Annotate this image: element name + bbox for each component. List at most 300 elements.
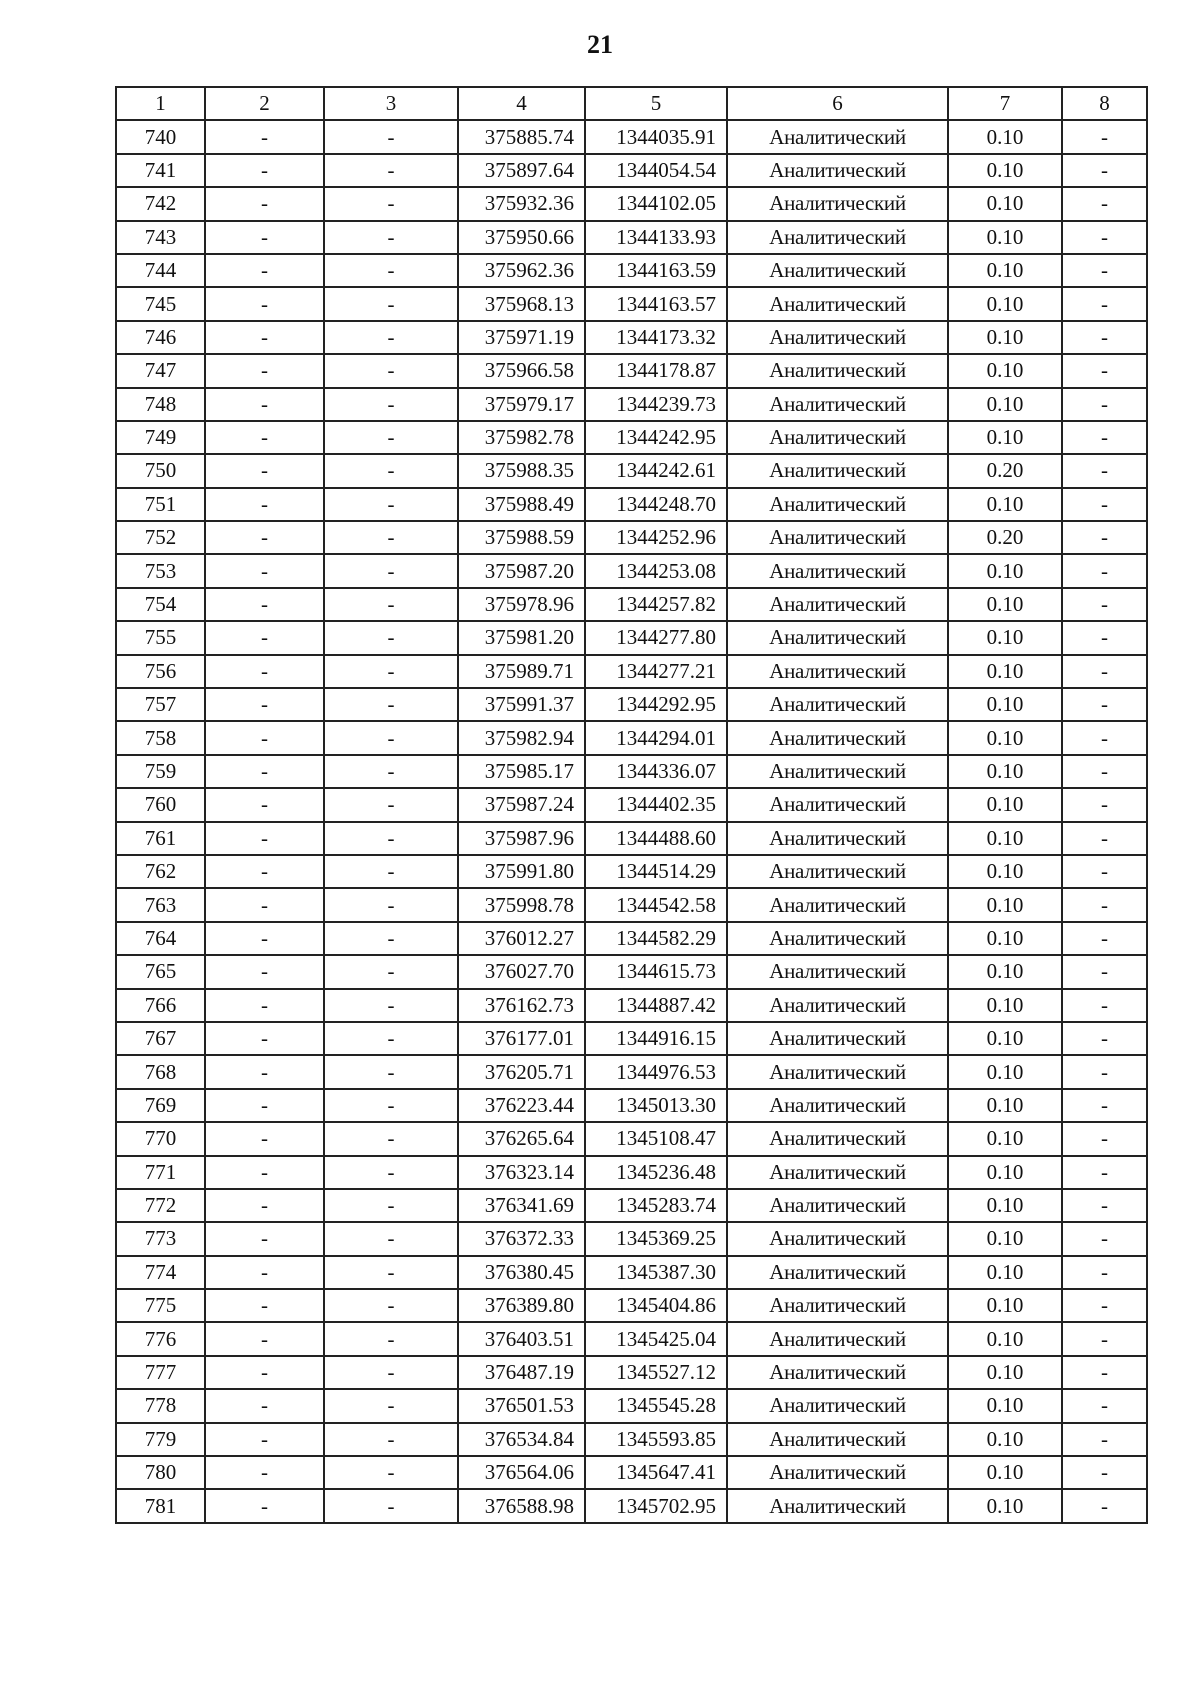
table-row bbox=[116, 454, 1147, 487]
table-cell-col-3: - bbox=[324, 1055, 458, 1088]
table-cell-col-5: 1344242.95 bbox=[585, 421, 727, 454]
table-cell-col-8: - bbox=[1062, 1156, 1147, 1189]
table-cell-col-5: 1344336.07 bbox=[585, 755, 727, 788]
table-cell-col-4: 376205.71 bbox=[458, 1055, 585, 1088]
table-cell-col-8: - bbox=[1062, 1456, 1147, 1489]
column-header-3: 3 bbox=[324, 87, 458, 120]
table-cell-col-4: 375950.66 bbox=[458, 221, 585, 254]
table-row bbox=[116, 688, 1147, 721]
table-cell-col-5: 1345369.25 bbox=[585, 1222, 727, 1255]
table-cell-col-6: Аналитический bbox=[727, 154, 948, 187]
table-cell-col-1: 758 bbox=[116, 721, 205, 754]
table-cell-col-1: 779 bbox=[116, 1423, 205, 1456]
table-cell-col-1: 746 bbox=[116, 321, 205, 354]
table-cell-col-7: 0.10 bbox=[948, 1222, 1062, 1255]
table-cell-col-7: 0.10 bbox=[948, 855, 1062, 888]
table-cell-col-1: 747 bbox=[116, 354, 205, 387]
table-cell-col-6: Аналитический bbox=[727, 855, 948, 888]
table-cell-col-7: 0.10 bbox=[948, 1456, 1062, 1489]
table-cell-col-1: 781 bbox=[116, 1489, 205, 1522]
table-row bbox=[116, 1356, 1147, 1389]
table-cell-col-2: - bbox=[205, 721, 324, 754]
table-cell-col-2: - bbox=[205, 1456, 324, 1489]
table-cell-col-5: 1345593.85 bbox=[585, 1423, 727, 1456]
table-cell-col-4: 376223.44 bbox=[458, 1089, 585, 1122]
table-cell-col-2: - bbox=[205, 488, 324, 521]
table-row bbox=[116, 1189, 1147, 1222]
table-cell-col-2: - bbox=[205, 822, 324, 855]
table-cell-col-5: 1344582.29 bbox=[585, 922, 727, 955]
table-cell-col-1: 755 bbox=[116, 621, 205, 654]
table-cell-col-5: 1344402.35 bbox=[585, 788, 727, 821]
table-cell-col-1: 768 bbox=[116, 1055, 205, 1088]
table-cell-col-8: - bbox=[1062, 1055, 1147, 1088]
table-cell-col-5: 1344173.32 bbox=[585, 321, 727, 354]
table-cell-col-7: 0.10 bbox=[948, 1489, 1062, 1522]
table-cell-col-8: - bbox=[1062, 421, 1147, 454]
table-row bbox=[116, 1489, 1147, 1522]
table-cell-col-6: Аналитический bbox=[727, 1456, 948, 1489]
table-cell-col-8: - bbox=[1062, 521, 1147, 554]
coordinates-table bbox=[115, 86, 1148, 1524]
table-cell-col-4: 375962.36 bbox=[458, 254, 585, 287]
table-cell-col-7: 0.20 bbox=[948, 454, 1062, 487]
table-cell-col-3: - bbox=[324, 1122, 458, 1155]
table-cell-col-2: - bbox=[205, 1256, 324, 1289]
table-cell-col-6: Аналитический bbox=[727, 955, 948, 988]
table-cell-col-3: - bbox=[324, 1089, 458, 1122]
table-row bbox=[116, 755, 1147, 788]
table-cell-col-7: 0.10 bbox=[948, 1156, 1062, 1189]
table-cell-col-8: - bbox=[1062, 1389, 1147, 1422]
table-cell-col-3: - bbox=[324, 755, 458, 788]
table-cell-col-5: 1345283.74 bbox=[585, 1189, 727, 1222]
table-cell-col-8: - bbox=[1062, 655, 1147, 688]
table-cell-col-1: 764 bbox=[116, 922, 205, 955]
table-cell-col-8: - bbox=[1062, 388, 1147, 421]
table-cell-col-4: 375968.13 bbox=[458, 287, 585, 320]
table-cell-col-4: 375987.96 bbox=[458, 822, 585, 855]
table-row bbox=[116, 120, 1147, 153]
table-row bbox=[116, 1122, 1147, 1155]
table-cell-col-5: 1344035.91 bbox=[585, 120, 727, 153]
table-cell-col-5: 1345387.30 bbox=[585, 1256, 727, 1289]
table-cell-col-8: - bbox=[1062, 321, 1147, 354]
table-cell-col-5: 1344178.87 bbox=[585, 354, 727, 387]
table-cell-col-4: 376177.01 bbox=[458, 1022, 585, 1055]
table-row bbox=[116, 1289, 1147, 1322]
table-cell-col-2: - bbox=[205, 321, 324, 354]
table-cell-col-5: 1344488.60 bbox=[585, 822, 727, 855]
table-cell-col-2: - bbox=[205, 388, 324, 421]
table-cell-col-4: 375982.94 bbox=[458, 721, 585, 754]
table-cell-col-6: Аналитический bbox=[727, 688, 948, 721]
table-cell-col-3: - bbox=[324, 154, 458, 187]
table-cell-col-7: 0.10 bbox=[948, 955, 1062, 988]
table-cell-col-7: 0.10 bbox=[948, 1256, 1062, 1289]
table-cell-col-5: 1344163.59 bbox=[585, 254, 727, 287]
table-cell-col-4: 376487.19 bbox=[458, 1356, 585, 1389]
table-cell-col-3: - bbox=[324, 488, 458, 521]
table-cell-col-5: 1345404.86 bbox=[585, 1289, 727, 1322]
table-cell-col-5: 1344976.53 bbox=[585, 1055, 727, 1088]
table-cell-col-2: - bbox=[205, 554, 324, 587]
table-cell-col-5: 1345425.04 bbox=[585, 1322, 727, 1355]
table-cell-col-8: - bbox=[1062, 755, 1147, 788]
table-cell-col-7: 0.10 bbox=[948, 621, 1062, 654]
table-cell-col-2: - bbox=[205, 1489, 324, 1522]
table-cell-col-8: - bbox=[1062, 187, 1147, 220]
table-cell-col-5: 1344277.80 bbox=[585, 621, 727, 654]
table-row bbox=[116, 989, 1147, 1022]
table-cell-col-3: - bbox=[324, 388, 458, 421]
table-cell-col-4: 375989.71 bbox=[458, 655, 585, 688]
table-cell-col-7: 0.10 bbox=[948, 688, 1062, 721]
table-cell-col-7: 0.10 bbox=[948, 120, 1062, 153]
table-cell-col-4: 376265.64 bbox=[458, 1122, 585, 1155]
table-row bbox=[116, 888, 1147, 921]
table-cell-col-8: - bbox=[1062, 1256, 1147, 1289]
column-header-6: 6 bbox=[727, 87, 948, 120]
table-cell-col-5: 1345527.12 bbox=[585, 1356, 727, 1389]
table-cell-col-8: - bbox=[1062, 1122, 1147, 1155]
table-cell-col-7: 0.10 bbox=[948, 1356, 1062, 1389]
table-cell-col-1: 775 bbox=[116, 1289, 205, 1322]
table-cell-col-6: Аналитический bbox=[727, 354, 948, 387]
table-cell-col-8: - bbox=[1062, 354, 1147, 387]
table-cell-col-1: 777 bbox=[116, 1356, 205, 1389]
table-cell-col-6: Аналитический bbox=[727, 655, 948, 688]
table-cell-col-5: 1345545.28 bbox=[585, 1389, 727, 1422]
table-cell-col-4: 375885.74 bbox=[458, 120, 585, 153]
table-cell-col-5: 1344252.96 bbox=[585, 521, 727, 554]
table-cell-col-4: 376012.27 bbox=[458, 922, 585, 955]
table-cell-col-8: - bbox=[1062, 221, 1147, 254]
table-cell-col-1: 769 bbox=[116, 1089, 205, 1122]
table-cell-col-7: 0.10 bbox=[948, 388, 1062, 421]
table-cell-col-7: 0.10 bbox=[948, 1022, 1062, 1055]
table-cell-col-8: - bbox=[1062, 1289, 1147, 1322]
table-cell-col-6: Аналитический bbox=[727, 421, 948, 454]
table-cell-col-3: - bbox=[324, 888, 458, 921]
table-cell-col-8: - bbox=[1062, 855, 1147, 888]
table-cell-col-5: 1344253.08 bbox=[585, 554, 727, 587]
table-cell-col-2: - bbox=[205, 287, 324, 320]
table-cell-col-3: - bbox=[324, 989, 458, 1022]
table-cell-col-4: 375932.36 bbox=[458, 187, 585, 220]
table-cell-col-4: 375987.24 bbox=[458, 788, 585, 821]
table-cell-col-2: - bbox=[205, 1189, 324, 1222]
table-cell-col-7: 0.10 bbox=[948, 1122, 1062, 1155]
table-cell-col-1: 748 bbox=[116, 388, 205, 421]
table-cell-col-3: - bbox=[324, 1456, 458, 1489]
table-cell-col-7: 0.10 bbox=[948, 488, 1062, 521]
table-cell-col-1: 749 bbox=[116, 421, 205, 454]
table-cell-col-2: - bbox=[205, 1156, 324, 1189]
table-cell-col-8: - bbox=[1062, 922, 1147, 955]
table-cell-col-3: - bbox=[324, 554, 458, 587]
table-cell-col-3: - bbox=[324, 1189, 458, 1222]
table-cell-col-3: - bbox=[324, 187, 458, 220]
table-cell-col-2: - bbox=[205, 254, 324, 287]
table-row bbox=[116, 221, 1147, 254]
table-cell-col-6: Аналитический bbox=[727, 888, 948, 921]
table-cell-col-7: 0.10 bbox=[948, 187, 1062, 220]
table-cell-col-2: - bbox=[205, 1089, 324, 1122]
table-cell-col-8: - bbox=[1062, 1089, 1147, 1122]
table-cell-col-5: 1344239.73 bbox=[585, 388, 727, 421]
table-cell-col-6: Аналитический bbox=[727, 788, 948, 821]
table-cell-col-6: Аналитический bbox=[727, 1156, 948, 1189]
table-cell-col-1: 778 bbox=[116, 1389, 205, 1422]
table-cell-col-3: - bbox=[324, 721, 458, 754]
table-row bbox=[116, 254, 1147, 287]
column-header-5: 5 bbox=[585, 87, 727, 120]
table-cell-col-6: Аналитический bbox=[727, 755, 948, 788]
table-cell-col-8: - bbox=[1062, 1489, 1147, 1522]
table-row bbox=[116, 554, 1147, 587]
table-cell-col-7: 0.20 bbox=[948, 521, 1062, 554]
table-cell-col-7: 0.10 bbox=[948, 1089, 1062, 1122]
table-cell-col-1: 772 bbox=[116, 1189, 205, 1222]
table-cell-col-3: - bbox=[324, 588, 458, 621]
table-cell-col-6: Аналитический bbox=[727, 1289, 948, 1322]
table-cell-col-2: - bbox=[205, 1289, 324, 1322]
table-row bbox=[116, 1456, 1147, 1489]
table-cell-col-5: 1344242.61 bbox=[585, 454, 727, 487]
table-cell-col-6: Аналитический bbox=[727, 989, 948, 1022]
table-cell-col-8: - bbox=[1062, 1322, 1147, 1355]
table-cell-col-2: - bbox=[205, 354, 324, 387]
table-cell-col-6: Аналитический bbox=[727, 1356, 948, 1389]
table-cell-col-1: 763 bbox=[116, 888, 205, 921]
table-row bbox=[116, 922, 1147, 955]
table-cell-col-1: 766 bbox=[116, 989, 205, 1022]
table-cell-col-8: - bbox=[1062, 955, 1147, 988]
table-cell-col-6: Аналитический bbox=[727, 488, 948, 521]
table-row bbox=[116, 621, 1147, 654]
table-cell-col-8: - bbox=[1062, 454, 1147, 487]
table-row bbox=[116, 421, 1147, 454]
table-cell-col-5: 1344257.82 bbox=[585, 588, 727, 621]
table-cell-col-8: - bbox=[1062, 1189, 1147, 1222]
table-cell-col-1: 745 bbox=[116, 287, 205, 320]
table-cell-col-3: - bbox=[324, 321, 458, 354]
table-cell-col-3: - bbox=[324, 1256, 458, 1289]
table-cell-col-6: Аналитический bbox=[727, 521, 948, 554]
table-cell-col-4: 376501.53 bbox=[458, 1389, 585, 1422]
table-cell-col-6: Аналитический bbox=[727, 1489, 948, 1522]
table-row bbox=[116, 1322, 1147, 1355]
table-cell-col-7: 0.10 bbox=[948, 421, 1062, 454]
table-row bbox=[116, 1389, 1147, 1422]
table-cell-col-3: - bbox=[324, 1289, 458, 1322]
table-cell-col-7: 0.10 bbox=[948, 788, 1062, 821]
table-row bbox=[116, 521, 1147, 554]
table-cell-col-4: 376323.14 bbox=[458, 1156, 585, 1189]
table-cell-col-7: 0.10 bbox=[948, 1189, 1062, 1222]
table-cell-col-3: - bbox=[324, 287, 458, 320]
table-cell-col-2: - bbox=[205, 588, 324, 621]
table-cell-col-6: Аналитический bbox=[727, 187, 948, 220]
table-cell-col-2: - bbox=[205, 1122, 324, 1155]
table-cell-col-3: - bbox=[324, 955, 458, 988]
table-row bbox=[116, 287, 1147, 320]
table-cell-col-5: 1344615.73 bbox=[585, 955, 727, 988]
table-row bbox=[116, 1423, 1147, 1456]
column-header-4: 4 bbox=[458, 87, 585, 120]
table-cell-col-5: 1344542.58 bbox=[585, 888, 727, 921]
table-cell-col-6: Аналитический bbox=[727, 1089, 948, 1122]
table-row bbox=[116, 588, 1147, 621]
table-cell-col-4: 375897.64 bbox=[458, 154, 585, 187]
table-row bbox=[116, 354, 1147, 387]
table-cell-col-6: Аналитический bbox=[727, 822, 948, 855]
table-cell-col-4: 375966.58 bbox=[458, 354, 585, 387]
table-cell-col-7: 0.10 bbox=[948, 1322, 1062, 1355]
table-cell-col-7: 0.10 bbox=[948, 588, 1062, 621]
table-cell-col-3: - bbox=[324, 788, 458, 821]
table-cell-col-4: 376588.98 bbox=[458, 1489, 585, 1522]
table-cell-col-6: Аналитический bbox=[727, 621, 948, 654]
column-header-2: 2 bbox=[205, 87, 324, 120]
table-cell-col-1: 767 bbox=[116, 1022, 205, 1055]
table-cell-col-5: 1344292.95 bbox=[585, 688, 727, 721]
table-cell-col-1: 753 bbox=[116, 554, 205, 587]
table-cell-col-1: 744 bbox=[116, 254, 205, 287]
table-cell-col-7: 0.10 bbox=[948, 354, 1062, 387]
table-cell-col-3: - bbox=[324, 855, 458, 888]
table-cell-col-8: - bbox=[1062, 1423, 1147, 1456]
table-cell-col-5: 1344916.15 bbox=[585, 1022, 727, 1055]
table-cell-col-1: 765 bbox=[116, 955, 205, 988]
table-cell-col-3: - bbox=[324, 1322, 458, 1355]
table-cell-col-5: 1344102.05 bbox=[585, 187, 727, 220]
table-cell-col-2: - bbox=[205, 688, 324, 721]
table-cell-col-2: - bbox=[205, 221, 324, 254]
table-cell-col-2: - bbox=[205, 120, 324, 153]
table-cell-col-2: - bbox=[205, 421, 324, 454]
table-cell-col-8: - bbox=[1062, 120, 1147, 153]
table-cell-col-4: 375991.37 bbox=[458, 688, 585, 721]
table-cell-col-5: 1345647.41 bbox=[585, 1456, 727, 1489]
table-row bbox=[116, 955, 1147, 988]
table-cell-col-1: 759 bbox=[116, 755, 205, 788]
table-cell-col-5: 1344514.29 bbox=[585, 855, 727, 888]
table-cell-col-6: Аналитический bbox=[727, 321, 948, 354]
table-row bbox=[116, 1055, 1147, 1088]
table-cell-col-8: - bbox=[1062, 154, 1147, 187]
table-cell-col-6: Аналитический bbox=[727, 1055, 948, 1088]
table-cell-col-7: 0.10 bbox=[948, 655, 1062, 688]
table-cell-col-5: 1344248.70 bbox=[585, 488, 727, 521]
table-cell-col-6: Аналитический bbox=[727, 1122, 948, 1155]
table-cell-col-2: - bbox=[205, 1423, 324, 1456]
table-cell-col-3: - bbox=[324, 221, 458, 254]
table-cell-col-4: 375979.17 bbox=[458, 388, 585, 421]
table-cell-col-1: 751 bbox=[116, 488, 205, 521]
table-cell-col-8: - bbox=[1062, 287, 1147, 320]
table-cell-col-1: 770 bbox=[116, 1122, 205, 1155]
table-cell-col-4: 376389.80 bbox=[458, 1289, 585, 1322]
table-cell-col-4: 375981.20 bbox=[458, 621, 585, 654]
table-cell-col-5: 1344163.57 bbox=[585, 287, 727, 320]
table-cell-col-4: 375982.78 bbox=[458, 421, 585, 454]
table-cell-col-2: - bbox=[205, 955, 324, 988]
table-cell-col-3: - bbox=[324, 521, 458, 554]
table-cell-col-7: 0.10 bbox=[948, 721, 1062, 754]
table-cell-col-3: - bbox=[324, 621, 458, 654]
table-cell-col-5: 1344277.21 bbox=[585, 655, 727, 688]
table-cell-col-3: - bbox=[324, 1489, 458, 1522]
table-cell-col-8: - bbox=[1062, 1222, 1147, 1255]
table-cell-col-6: Аналитический bbox=[727, 1423, 948, 1456]
table-cell-col-6: Аналитический bbox=[727, 254, 948, 287]
table-cell-col-4: 376403.51 bbox=[458, 1322, 585, 1355]
table-cell-col-8: - bbox=[1062, 488, 1147, 521]
table-row bbox=[116, 1022, 1147, 1055]
table-cell-col-2: - bbox=[205, 187, 324, 220]
table-cell-col-2: - bbox=[205, 655, 324, 688]
table-header bbox=[116, 87, 1147, 120]
table-cell-col-2: - bbox=[205, 922, 324, 955]
table-row bbox=[116, 1156, 1147, 1189]
table-cell-col-8: - bbox=[1062, 254, 1147, 287]
table-cell-col-1: 740 bbox=[116, 120, 205, 153]
table-cell-col-3: - bbox=[324, 1222, 458, 1255]
table-cell-col-2: - bbox=[205, 621, 324, 654]
table-cell-col-2: - bbox=[205, 154, 324, 187]
table-cell-col-5: 1344887.42 bbox=[585, 989, 727, 1022]
table-cell-col-2: - bbox=[205, 788, 324, 821]
table-cell-col-6: Аналитический bbox=[727, 221, 948, 254]
table-cell-col-8: - bbox=[1062, 822, 1147, 855]
table-cell-col-7: 0.10 bbox=[948, 221, 1062, 254]
column-header-7: 7 bbox=[948, 87, 1062, 120]
table-cell-col-3: - bbox=[324, 1156, 458, 1189]
table-cell-col-7: 0.10 bbox=[948, 1389, 1062, 1422]
table-row bbox=[116, 822, 1147, 855]
table-cell-col-1: 752 bbox=[116, 521, 205, 554]
table-cell-col-4: 376380.45 bbox=[458, 1256, 585, 1289]
table-cell-col-7: 0.10 bbox=[948, 822, 1062, 855]
table-cell-col-6: Аналитический bbox=[727, 588, 948, 621]
table-cell-col-6: Аналитический bbox=[727, 287, 948, 320]
table-cell-col-6: Аналитический bbox=[727, 1189, 948, 1222]
table-row bbox=[116, 388, 1147, 421]
table-cell-col-1: 743 bbox=[116, 221, 205, 254]
table-cell-col-1: 750 bbox=[116, 454, 205, 487]
table-row bbox=[116, 321, 1147, 354]
table-cell-col-5: 1345108.47 bbox=[585, 1122, 727, 1155]
table-cell-col-1: 771 bbox=[116, 1156, 205, 1189]
table-cell-col-3: - bbox=[324, 1389, 458, 1422]
table-cell-col-8: - bbox=[1062, 621, 1147, 654]
table-cell-col-1: 756 bbox=[116, 655, 205, 688]
table-row bbox=[116, 154, 1147, 187]
table-cell-col-1: 742 bbox=[116, 187, 205, 220]
table-cell-col-6: Аналитический bbox=[727, 1256, 948, 1289]
table-row bbox=[116, 488, 1147, 521]
table-cell-col-6: Аналитический bbox=[727, 120, 948, 153]
table-cell-col-5: 1344133.93 bbox=[585, 221, 727, 254]
table-cell-col-6: Аналитический bbox=[727, 922, 948, 955]
table-cell-col-5: 1344294.01 bbox=[585, 721, 727, 754]
table-cell-col-7: 0.10 bbox=[948, 254, 1062, 287]
table-cell-col-4: 376027.70 bbox=[458, 955, 585, 988]
table-cell-col-8: - bbox=[1062, 688, 1147, 721]
table-cell-col-7: 0.10 bbox=[948, 287, 1062, 320]
